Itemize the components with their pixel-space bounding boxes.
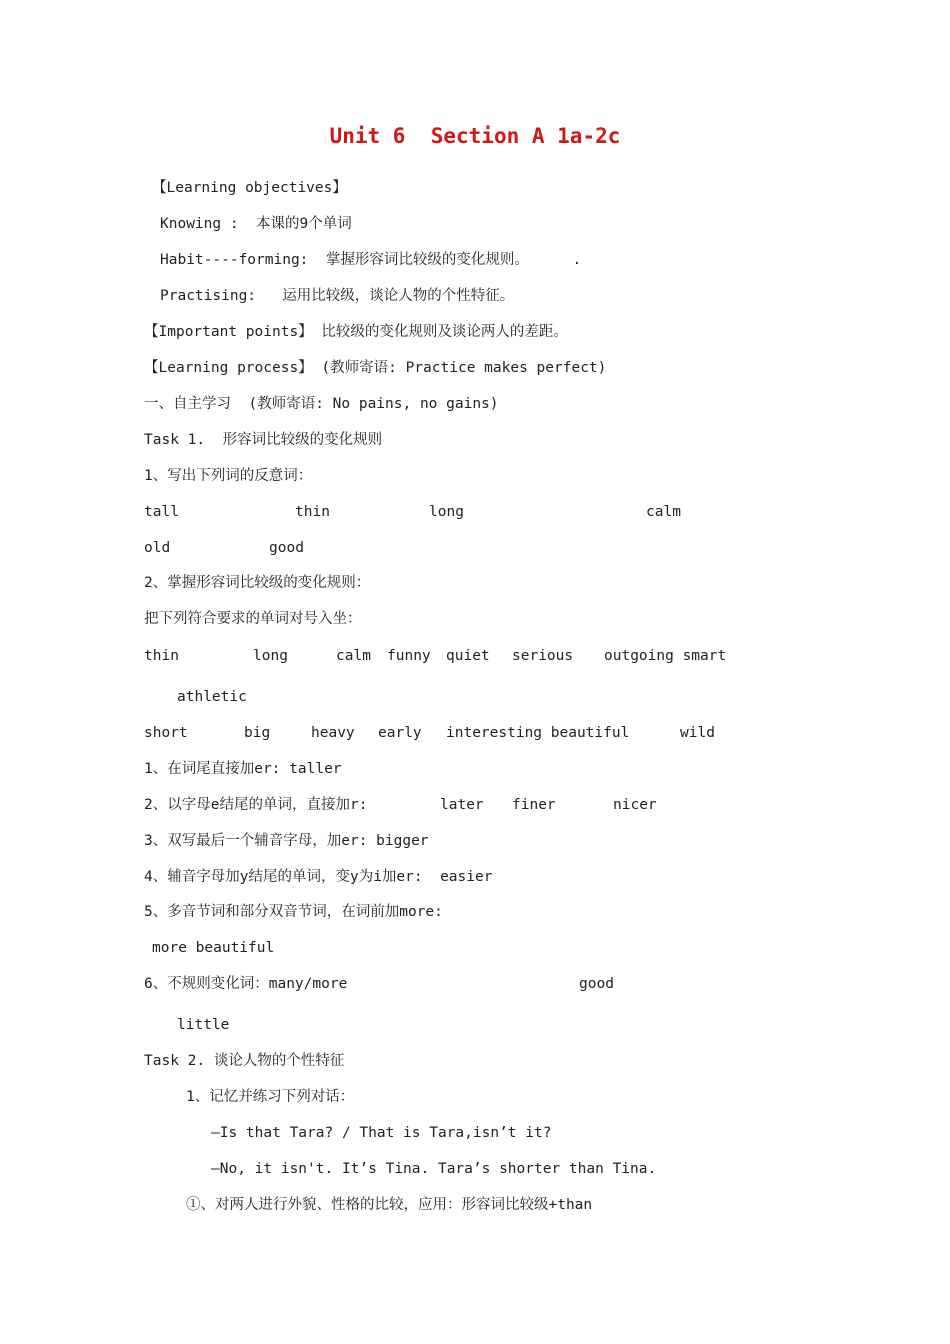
objective-knowing: Knowing : 本课的9个单词 <box>160 216 352 232</box>
self-study-heading: 一、自主学习 (教师寄语: No pains, no gains) <box>144 396 499 412</box>
word-cell: old <box>144 540 171 556</box>
task1-question-2: 2、掌握形容词比较级的变化规则： <box>144 575 371 591</box>
rule-2: 2、以字母e结尾的单词，直接加r: <box>144 797 368 813</box>
word-cell: athletic <box>177 689 247 705</box>
word-cell: thin <box>144 648 179 664</box>
important-points: 【Important points】 比较级的变化规则及谈论两人的差距。 <box>144 324 568 340</box>
rule-5: 5、多音节词和部分双音节词，在词前加more: <box>144 904 443 920</box>
word-cell: calm <box>646 504 681 520</box>
page-title: Unit 6 Section A 1a-2c <box>329 124 621 148</box>
objective-practising: Practising: 运用比较级，谈论人物的个性特征。 <box>160 288 515 304</box>
word-cell: serious <box>512 648 574 664</box>
task2-sub-1: ①、对两人进行外貌、性格的比较，应用：形容词比较级+than <box>186 1197 593 1213</box>
rule-2-example: later <box>440 797 484 813</box>
word-cell: outgoing smart <box>604 648 727 664</box>
word-cell: wild <box>680 725 715 741</box>
rule-5-example: more beautiful <box>152 940 275 956</box>
objective-habit: Habit----forming: 掌握形容词比较级的变化规则。 . <box>160 252 582 268</box>
word-cell: early <box>378 725 422 741</box>
learning-process: 【Learning process】 (教师寄语: Practice makes perfect) <box>144 360 607 376</box>
task2-heading: Task 2. 谈论人物的个性特征 <box>144 1053 345 1069</box>
word-cell: long <box>429 504 464 520</box>
word-cell: quiet <box>446 648 490 664</box>
word-cell: funny <box>387 648 431 664</box>
rule-6-good: good <box>579 976 614 992</box>
objectives-header: 【Learning objectives】 <box>152 180 347 196</box>
task1-instruction: 把下列符合要求的单词对号入坐： <box>144 611 362 627</box>
rule-2-example: finer <box>512 797 556 813</box>
dialog-line-2: —No, it isn't. It’s Tina. Tara’s shorter than Tina. <box>211 1161 657 1177</box>
word-cell: short <box>144 725 188 741</box>
word-cell: tall <box>144 504 179 520</box>
task1-heading: Task 1. 形容词比较级的变化规则 <box>144 432 383 448</box>
word-cell: big <box>244 725 271 741</box>
rule-2-example: nicer <box>613 797 657 813</box>
rule-4: 4、辅音字母加y结尾的单词，变y为i加er: easier <box>144 869 493 885</box>
word-cell: long <box>253 648 288 664</box>
word-cell: thin <box>295 504 330 520</box>
rule-6-little: little <box>177 1017 230 1033</box>
word-cell: interesting beautiful <box>446 725 630 741</box>
word-cell: good <box>269 540 304 556</box>
rule-6: 6、不规则变化词：many/more <box>144 976 348 992</box>
task1-question-1: 1、写出下列词的反意词： <box>144 468 313 484</box>
dialog-line-1: —Is that Tara? / That is Tara,isn’t it? <box>211 1125 552 1141</box>
rule-1: 1、在词尾直接加er: taller <box>144 761 342 777</box>
rule-3: 3、双写最后一个辅音字母，加er: bigger <box>144 833 429 849</box>
word-cell: calm <box>336 648 371 664</box>
task2-item-1: 1、记忆并练习下列对话： <box>186 1089 355 1105</box>
word-cell: heavy <box>311 725 355 741</box>
